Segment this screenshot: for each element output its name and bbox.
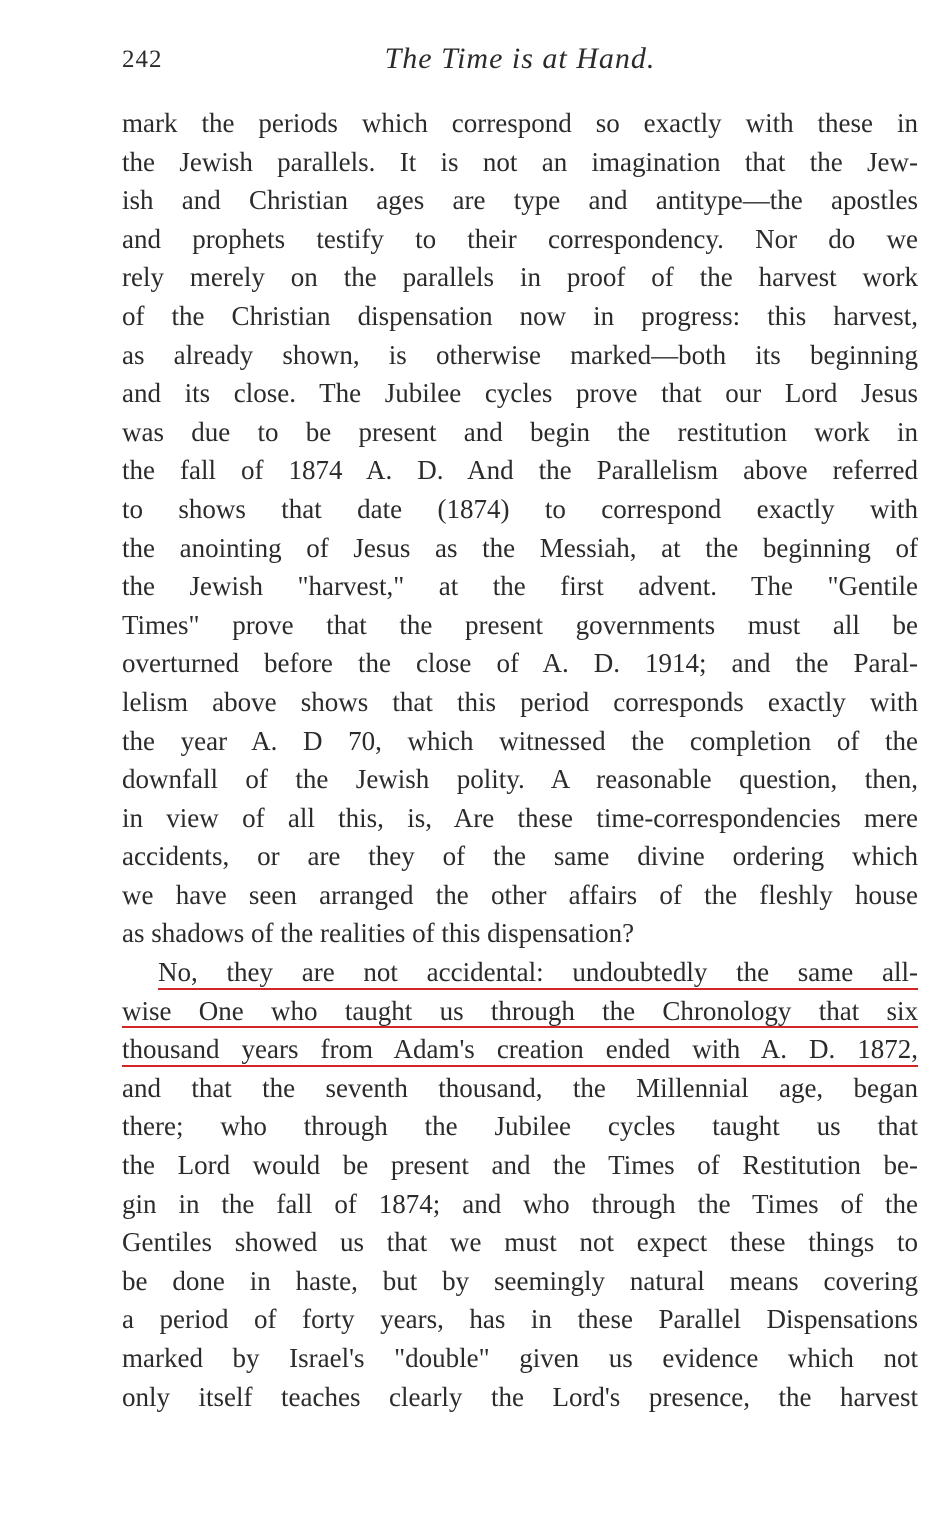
paragraph-2 bbox=[122, 953, 918, 1416]
paragraph-1 bbox=[122, 104, 918, 953]
text-line: the Lord would be present and the Times of Restitution be- bbox=[122, 1150, 918, 1181]
body-text bbox=[122, 104, 918, 1416]
underlined-text-line: No, they are not accidental: undoubtedly the same all- bbox=[122, 953, 918, 992]
text-line: be done in haste, but by seemingly natural means covering bbox=[122, 1265, 918, 1296]
text-line: the Jewish parallels. It is not an imagination that the Jew- bbox=[122, 146, 918, 177]
running-title: The Time is at Hand. bbox=[384, 42, 656, 75]
text-line: downfall of the Jewish polity. A reasonable question, then, bbox=[122, 764, 918, 795]
running-head bbox=[122, 42, 918, 82]
text-line: accidents, or are they of the same divine ordering which bbox=[122, 841, 918, 872]
text-line: the anointing of Jesus as the Messiah, at the beginning of bbox=[122, 532, 918, 563]
underlined-text-line: thousand years from Adam's creation ended with A. D. 1872, bbox=[122, 1030, 918, 1069]
text-line: to shows that date (1874) to correspond exactly with bbox=[122, 493, 918, 524]
text-line: marked by Israel's "double" given us evidence which not bbox=[122, 1343, 918, 1373]
text-line: only itself teaches clearly the Lord's presence, the harvest bbox=[122, 1381, 918, 1412]
text-line: mark the periods which correspond so exactly with these in bbox=[122, 108, 918, 138]
text-line: the fall of 1874 A. D. And the Parallelism above referred bbox=[122, 455, 918, 486]
text-line: we have seen arranged the other affairs of the fleshly house bbox=[122, 879, 918, 910]
text-line: as shadows of the realities of this dispensation? bbox=[122, 918, 635, 949]
text-line: the year A. D 70, which witnessed the completion of the bbox=[122, 725, 918, 756]
text-line: overturned before the close of A. D. 1914; and the Paral- bbox=[122, 648, 918, 679]
text-line: Gentiles showed us that we must not expect these things to bbox=[122, 1227, 918, 1258]
text-line: and that the seventh thousand, the Millennial age, began bbox=[122, 1072, 918, 1103]
text-line: of the Christian dispensation now in progress: this harvest, bbox=[122, 300, 918, 331]
text-line: and prophets testify to their correspondency. Nor do we bbox=[122, 223, 918, 254]
text-line: gin in the fall of 1874; and who through the Times of the bbox=[122, 1188, 918, 1219]
text-line: Times" prove that the present governments must all be bbox=[122, 609, 918, 640]
text-line: was due to be present and begin the restitution work in bbox=[122, 416, 918, 447]
text-line: there; who through the Jubilee cycles taught us that bbox=[122, 1111, 918, 1142]
text-line: as already shown, is otherwise marked—both its beginning bbox=[122, 339, 918, 370]
text-line: rely merely on the parallels in proof of the harvest work bbox=[122, 262, 918, 293]
page-number: 242 bbox=[122, 46, 163, 73]
text-line: a period of forty years, has in these Parallel Dispensations bbox=[122, 1304, 918, 1335]
underlined-text-line: wise One who taught us through the Chronology that six bbox=[122, 992, 918, 1031]
text-line: in view of all this, is, Are these time-correspondencies mere bbox=[122, 802, 918, 833]
text-line: the Jewish "harvest," at the first advent. The "Gentile bbox=[122, 571, 918, 602]
text-line: lelism above shows that this period corresponds exactly with bbox=[122, 686, 918, 717]
text-line: and its close. The Jubilee cycles prove that our Lord Jesus bbox=[122, 378, 918, 409]
text-line: ish and Christian ages are type and antitype—the apostles bbox=[122, 185, 918, 216]
